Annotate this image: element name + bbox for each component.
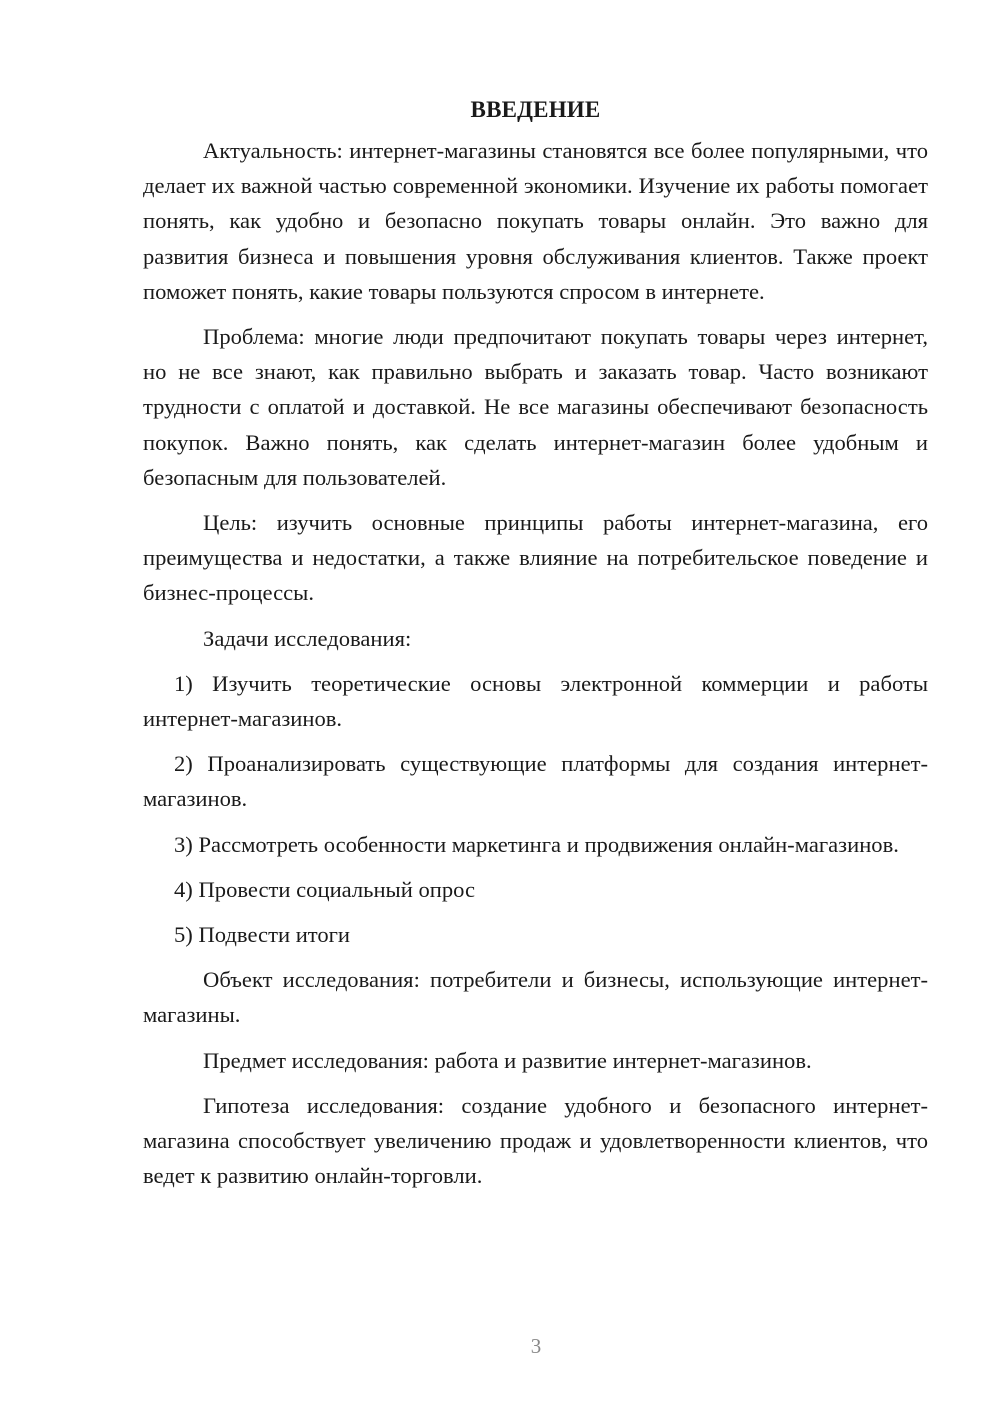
paragraph-problem: Проблема: многие люди предпочитают покупать товары через интернет, но не все знают, как правильно выбрать и заказать товар. Часто возникают трудности с оплатой и доставкой. Не все магазины обеспечивают безопасность покупок. Важно понять, как сделать интернет-магазин более удобным и безопасным для пользователей. (143, 324, 928, 490)
task-item-1: 1) Изучить теоретические основы электронной коммерции и работы интернет-магазинов. (143, 670, 928, 732)
section-heading: ВВЕДЕНИЕ (470, 97, 601, 122)
paragraph-subject: Предмет исследования: работа и развитие интернет-магазинов. (203, 1047, 812, 1073)
task-item-2: 2) Проанализировать существующие платформы для создания интернет-магазинов. (143, 751, 928, 812)
document-page (143, 92, 928, 1203)
task-item-4: 4) Провести социальный опрос (174, 876, 476, 902)
paragraph-tasks-heading: Задачи исследования: (203, 625, 412, 651)
task-item-5: 5) Подвести итоги (174, 922, 351, 948)
paragraph-relevance: Актуальность: интернет-магазины становятся все более популярными, что делает их важной частью современной экономики. Изучение их работы помогает понять, как удобно и безопасно покупать товары онлайн. Это важно для развития бизнеса и повышения уровня обслуживания клиентов. Также проект поможет понять, какие товары пользуются спросом в интернете. (143, 138, 928, 304)
page-number: 3 (530, 1334, 542, 1358)
task-item-3: 3) Рассмотреть особенности маркетинга и продвижения онлайн-магазинов. (174, 831, 899, 857)
paragraph-hypothesis: Гипотеза исследования: создание удобного и безопасного интернет-магазина способствует увеличению продаж и удовлетворенности клиентов, что ведет к развитию онлайн-торговли. (143, 1092, 928, 1189)
paragraph-object: Объект исследования: потребители и бизнесы, использующие интернет-магазины. (143, 967, 928, 1028)
paragraph-goal: Цель: изучить основные принципы работы интернет-магазина, его преимущества и недостатки, а также влияние на потребительское поведение и бизнес-процессы. (143, 510, 928, 606)
